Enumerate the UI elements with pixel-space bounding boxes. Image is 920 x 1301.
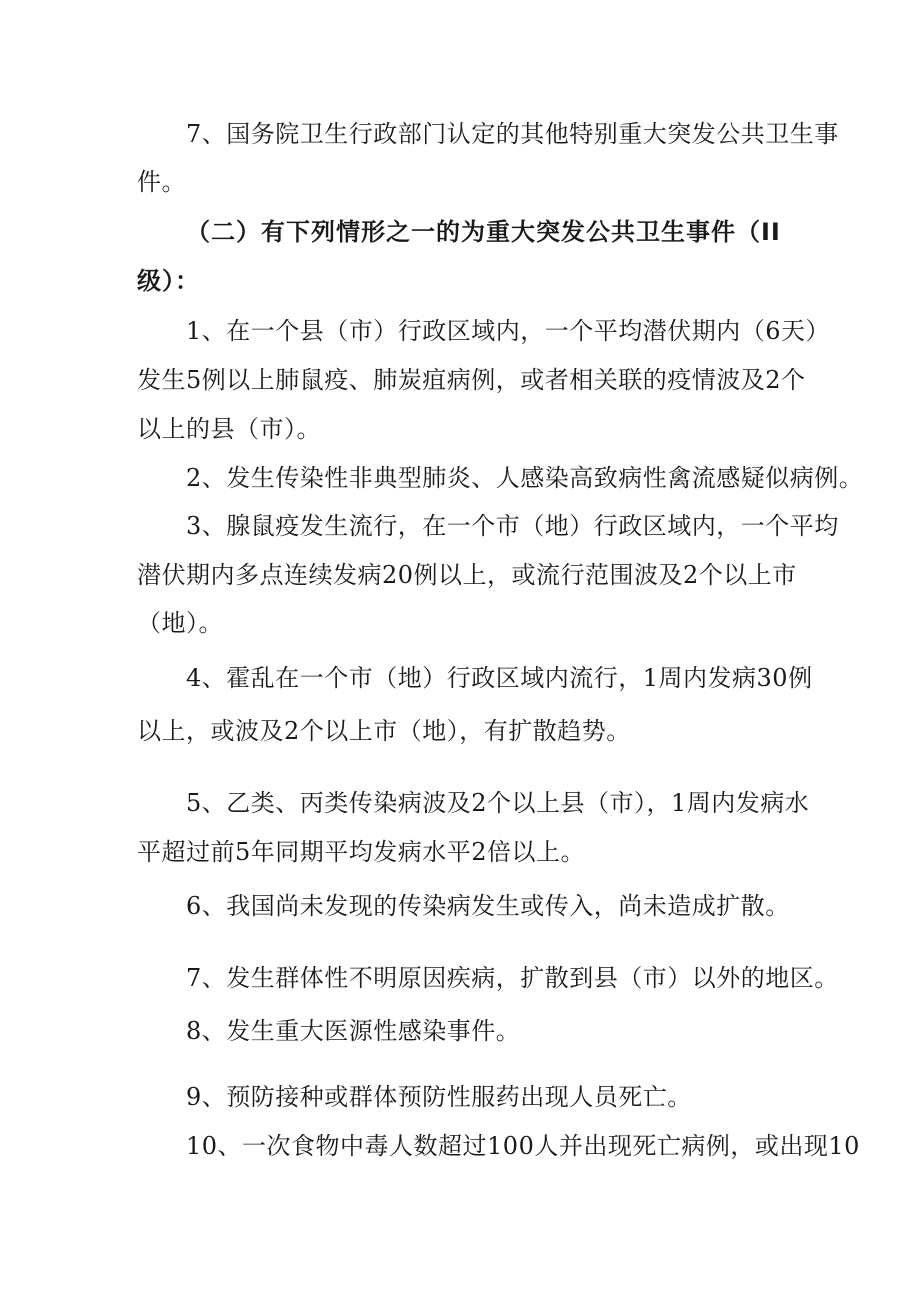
item-4-line-1: 4、霍乱在一个市（地）行政区域内流行，1周内发病30例 (186, 664, 813, 692)
item-1-line-3: 以上的县（市）。 (137, 415, 321, 443)
item-3-line-2: 潜伏期内多点连续发病20例以上，或流行范围波及2个以上市 (137, 561, 797, 589)
item-3-line-1: 3、腺鼠疫发生流行，在一个市（地）行政区域内，一个平均 (186, 512, 839, 540)
item-9-line-1: 9、预防接种或群体预防性服药出现人员死亡。 (186, 1083, 692, 1111)
item-10-line-1: 10、一次食物中毒人数超过100人并出现死亡病例，或出现10 (186, 1132, 860, 1160)
item-6-line-1: 6、我国尚未发现的传染病发生或传入，尚未造成扩散。 (186, 892, 790, 920)
paragraph-7-line-2: 件。 (137, 168, 186, 196)
item-1-line-2: 发生5例以上肺鼠疫、肺炭疽病例，或者相关联的疫情波及2个 (137, 366, 806, 394)
item-8-line-1: 8、发生重大医源性感染事件。 (186, 1017, 521, 1045)
item-5-line-1: 5、乙类、丙类传染病波及2个以上县（市），1周内发病水 (186, 789, 810, 817)
item-4-line-2: 以上，或波及2个以上市（地），有扩散趋势。 (137, 717, 631, 745)
item-2-line-1: 2、发生传染性非典型肺炎、人感染高致病性禽流感疑似病例。 (186, 464, 864, 492)
section-heading-line-2: 级）： (137, 267, 200, 295)
item-3-line-3: （地）。 (137, 609, 223, 637)
paragraph-7-line-1: 7、国务院卫生行政部门认定的其他特别重大突发公共卫生事 (186, 120, 839, 148)
item-5-line-2: 平超过前5年同期平均发病水平2倍以上。 (137, 838, 586, 866)
item-1-line-1: 1、在一个县（市）行政区域内，一个平均潜伏期内（6天） (186, 317, 831, 345)
item-7-line-1: 7、发生群体性不明原因疾病，扩散到县（市）以外的地区。 (186, 964, 839, 992)
section-heading-line-1: （二）有下列情形之一的为重大突发公共卫生事件（II (186, 218, 781, 246)
